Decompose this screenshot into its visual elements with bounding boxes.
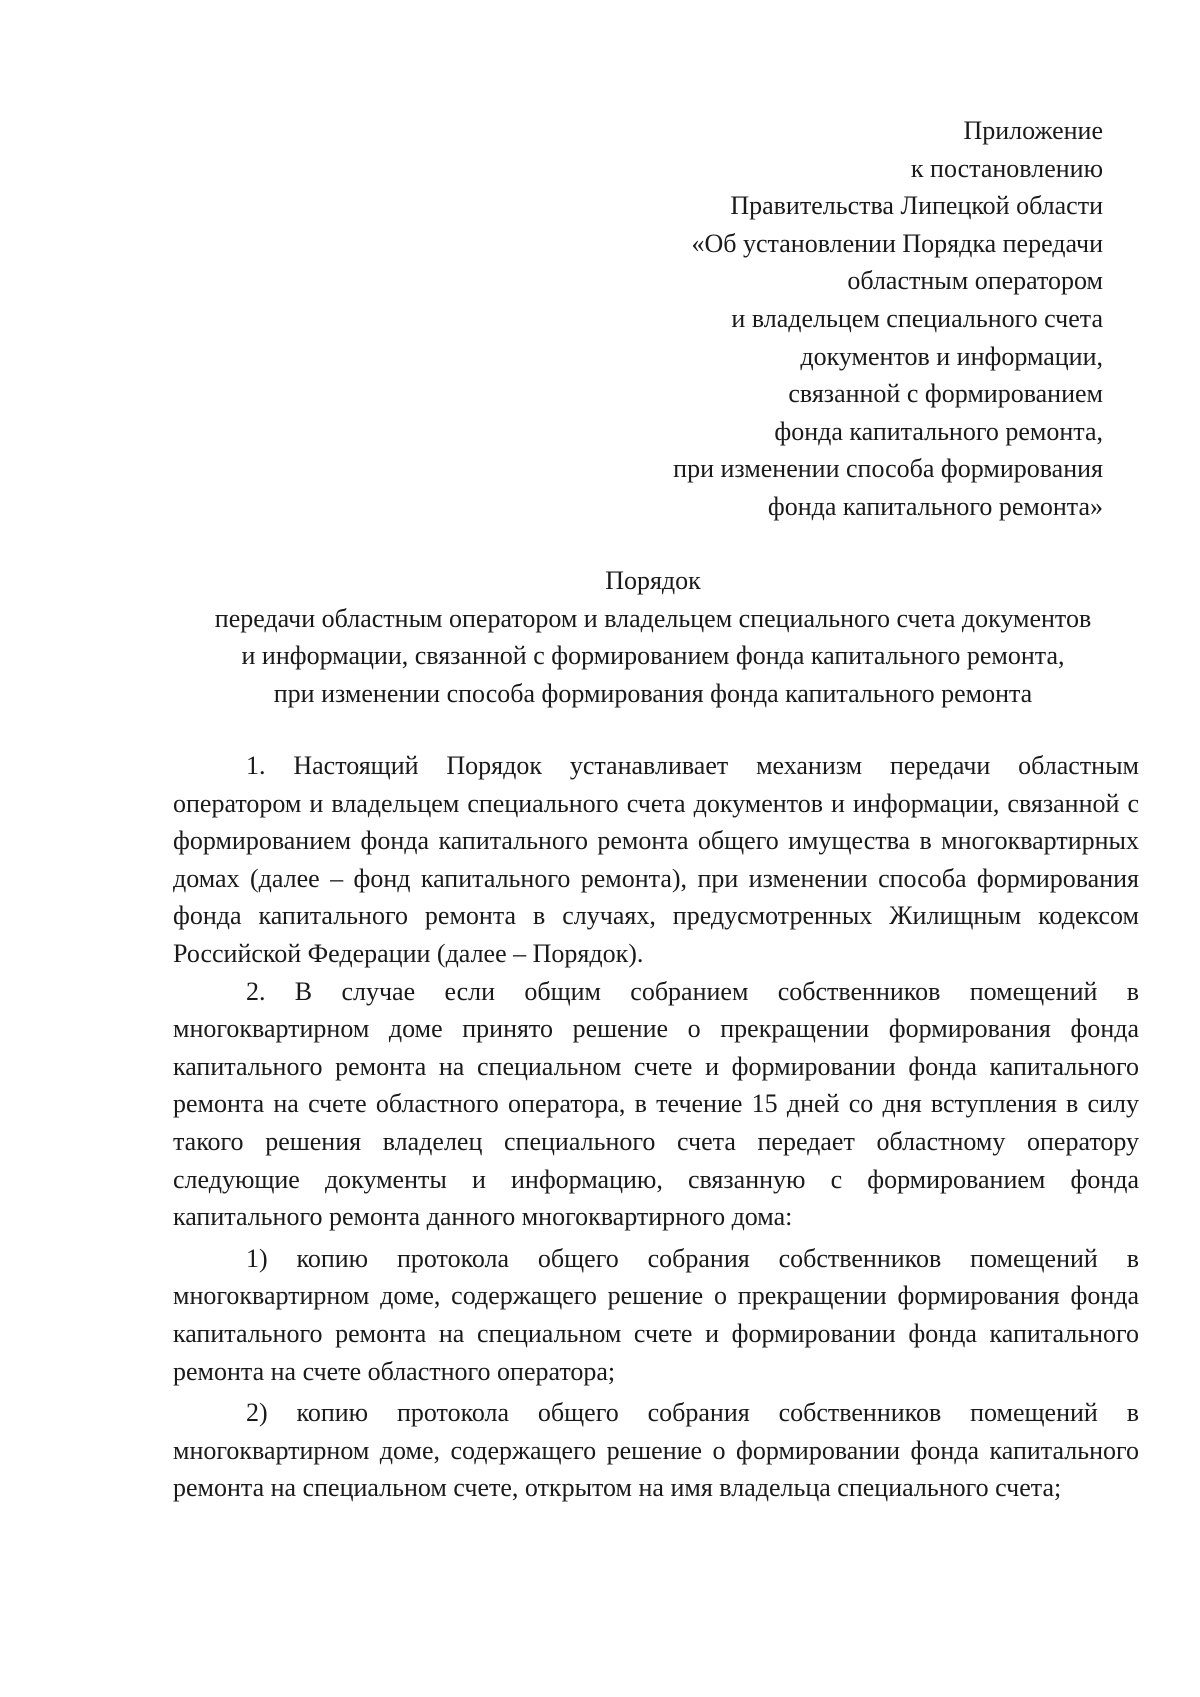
document-body [173,747,1139,1507]
appendix-line: фонда капитального ремонта, [774,416,1103,446]
list-item-2: 2) копию протокола общего собрания собственников помещений в многоквартирном доме, содержащего решение о формировании фонда капитального ремонта на специальном счете, открытом на имя владельца специального счета; [173,1398,1139,1503]
paragraph-1: 1. Настоящий Порядок устанавливает механизм передачи областным оператором и владельцем специального счета документов и информации, связанной с формированием фонда капитального ремонта общего имущества в многоквартирных домах (далее – фонд капитального ремонта), при изменении способа формирования фонда капитального ремонта в случаях, предусмотренных Жилищным кодексом Российской Федерации (далее – Порядок). [173,751,1139,968]
appendix-header [673,112,1103,526]
appendix-line: Правительства Липецкой области [730,191,1103,221]
appendix-line: связанной с формированием [788,379,1103,409]
appendix-line: при изменении способа формирования [673,454,1103,484]
document-title [170,562,1136,712]
appendix-line: областным оператором [847,266,1103,296]
appendix-line: «Об установлении Порядка передачи [691,228,1103,258]
appendix-line: документов и информации, [800,341,1103,371]
appendix-line: к постановлению [910,153,1103,183]
appendix-line: и владельцем специального счета [731,303,1103,333]
paragraph-2: 2. В случае если общим собранием собственников помещений в многоквартирном доме принято решение о прекращении формирования фонда капитального ремонта на специальном счете и формировании фонда капитального ремонта на счете областного оператора, в течение 15 дней со дня вступления в силу такого решения владелец специального счета передает областному оператору следующие документы и информацию, связанную с формированием фонда капитального ремонта данного многоквартирного дома: [173,976,1139,1232]
list-item-1: 1) копию протокола общего собрания собственников помещений в многоквартирном доме, содержащего решение о прекращении формирования фонда капитального ремонта на специальном счете и формировании фонда капитального ремонта на счете областного оператора; [173,1243,1139,1386]
title-heading: Порядок [605,566,701,595]
title-line: и информации, связанной с формированием фонда капитального ремонта, [241,641,1065,671]
title-line: передачи областным оператором и владельцем специального счета документов [214,603,1092,633]
appendix-line: Приложение [963,116,1103,145]
appendix-line: фонда капитального ремонта» [767,491,1103,521]
title-line: при изменении способа формирования фонда капитального ремонта [273,678,1033,708]
